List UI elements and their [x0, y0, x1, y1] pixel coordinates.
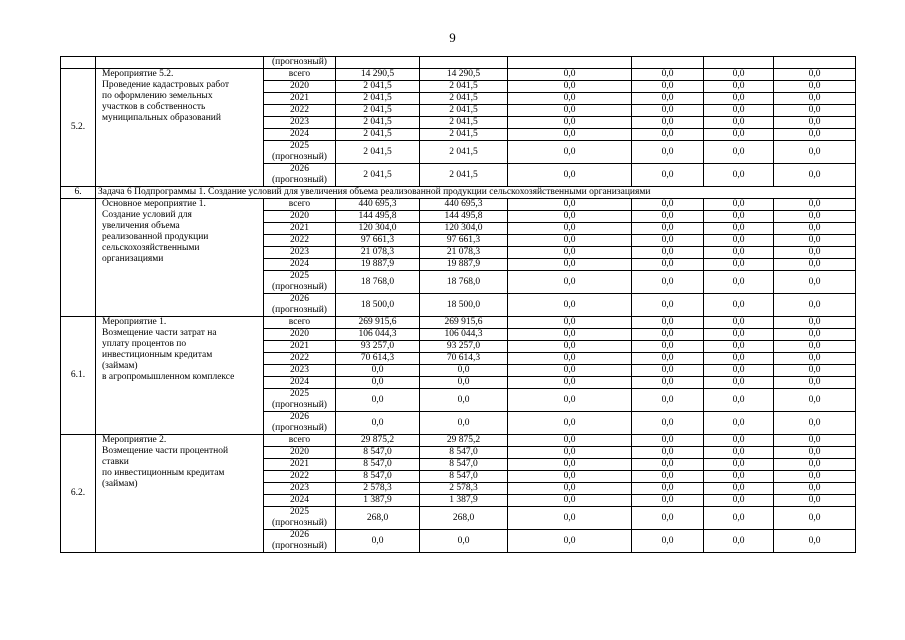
year-cell: 2024 [264, 129, 336, 141]
year-cell: 2022 [264, 235, 336, 247]
value-cell: 0,0 [632, 353, 704, 365]
value-cell: 0,0 [704, 530, 774, 553]
value-cell: 0,0 [508, 530, 632, 553]
value-cell: 0,0 [704, 329, 774, 341]
value-cell [704, 57, 774, 69]
value-cell: 8 547,0 [336, 447, 420, 459]
value-cell: 0,0 [632, 365, 704, 377]
value-cell: 0,0 [508, 69, 632, 81]
value-cell: 440 695,3 [336, 199, 420, 211]
value-cell: 0,0 [420, 389, 508, 412]
value-cell: 0,0 [508, 471, 632, 483]
value-cell: 0,0 [508, 164, 632, 187]
year-cell: 2024 [264, 259, 336, 271]
value-cell: 0,0 [632, 105, 704, 117]
value-cell: 0,0 [704, 117, 774, 129]
value-cell: 0,0 [508, 117, 632, 129]
value-cell: 0,0 [704, 317, 774, 329]
value-cell: 2 041,5 [336, 81, 420, 93]
year-cell: 2020 [264, 211, 336, 223]
value-cell: 0,0 [774, 459, 856, 471]
value-cell: 2 041,5 [336, 164, 420, 187]
value-cell: 0,0 [632, 435, 704, 447]
task-number-cell: 6. [61, 187, 96, 199]
value-cell: 0,0 [704, 271, 774, 294]
value-cell: 0,0 [508, 199, 632, 211]
row-number-cell [61, 57, 96, 69]
value-cell: 0,0 [704, 223, 774, 235]
value-cell: 70 614,3 [420, 353, 508, 365]
value-cell: 0,0 [508, 435, 632, 447]
year-cell: 2025 (прогнозный) [264, 141, 336, 164]
value-cell: 0,0 [774, 164, 856, 187]
value-cell: 0,0 [774, 81, 856, 93]
year-cell: 2021 [264, 93, 336, 105]
value-cell: 0,0 [508, 223, 632, 235]
row-name-cell [96, 57, 264, 69]
value-cell: 0,0 [632, 93, 704, 105]
value-cell: 0,0 [774, 129, 856, 141]
value-cell: 0,0 [632, 223, 704, 235]
value-cell: 0,0 [632, 377, 704, 389]
value-cell: 0,0 [336, 389, 420, 412]
year-cell: 2021 [264, 223, 336, 235]
value-cell: 0,0 [704, 483, 774, 495]
value-cell: 2 041,5 [420, 81, 508, 93]
year-cell: 2022 [264, 471, 336, 483]
value-cell: 0,0 [508, 365, 632, 377]
value-cell: 0,0 [632, 141, 704, 164]
value-cell: 0,0 [704, 211, 774, 223]
value-cell: 0,0 [774, 507, 856, 530]
value-cell: 106 044,3 [336, 329, 420, 341]
value-cell: 440 695,3 [420, 199, 508, 211]
year-cell: 2023 [264, 483, 336, 495]
value-cell: 0,0 [774, 141, 856, 164]
value-cell: 268,0 [420, 507, 508, 530]
value-cell: 0,0 [704, 353, 774, 365]
year-cell: 2025 (прогнозный) [264, 507, 336, 530]
year-cell: 2024 [264, 377, 336, 389]
value-cell: 0,0 [704, 105, 774, 117]
year-cell: 2020 [264, 81, 336, 93]
value-cell [336, 57, 420, 69]
value-cell: 0,0 [336, 377, 420, 389]
year-cell: 2024 [264, 495, 336, 507]
value-cell: 0,0 [508, 507, 632, 530]
value-cell: 0,0 [632, 483, 704, 495]
value-cell: 0,0 [704, 471, 774, 483]
year-cell: 2026 (прогнозный) [264, 294, 336, 317]
value-cell: 0,0 [774, 211, 856, 223]
value-cell: 0,0 [508, 459, 632, 471]
value-cell: 0,0 [704, 93, 774, 105]
value-cell: 0,0 [508, 294, 632, 317]
year-cell: 2021 [264, 341, 336, 353]
year-cell: 2021 [264, 459, 336, 471]
value-cell: 0,0 [774, 483, 856, 495]
row-number-cell: 6.2. [61, 435, 96, 553]
value-cell: 0,0 [508, 105, 632, 117]
value-cell: 93 257,0 [420, 341, 508, 353]
value-cell: 0,0 [704, 141, 774, 164]
value-cell: 0,0 [774, 365, 856, 377]
value-cell: 0,0 [632, 530, 704, 553]
table-row [61, 435, 856, 447]
value-cell [508, 57, 632, 69]
value-cell: 0,0 [508, 129, 632, 141]
value-cell: 8 547,0 [420, 471, 508, 483]
value-cell: 0,0 [704, 259, 774, 271]
value-cell: 2 041,5 [336, 105, 420, 117]
value-cell: 0,0 [704, 389, 774, 412]
year-cell: всего [264, 199, 336, 211]
value-cell: 0,0 [632, 247, 704, 259]
row-number-cell [61, 199, 96, 317]
value-cell: 0,0 [632, 389, 704, 412]
value-cell: 0,0 [508, 495, 632, 507]
value-cell: 2 041,5 [336, 117, 420, 129]
budget-table [60, 56, 856, 553]
year-cell: 2020 [264, 329, 336, 341]
page-number: 9 [449, 30, 456, 45]
value-cell: 18 768,0 [420, 271, 508, 294]
year-cell: 2026 (прогнозный) [264, 530, 336, 553]
value-cell: 0,0 [774, 377, 856, 389]
value-cell: 0,0 [632, 471, 704, 483]
value-cell: 97 661,3 [420, 235, 508, 247]
value-cell: 0,0 [632, 329, 704, 341]
value-cell: 0,0 [632, 129, 704, 141]
value-cell: 0,0 [774, 353, 856, 365]
value-cell: 0,0 [774, 235, 856, 247]
value-cell: 0,0 [704, 81, 774, 93]
value-cell: 2 041,5 [336, 129, 420, 141]
year-cell: 2025 (прогнозный) [264, 389, 336, 412]
value-cell: 0,0 [508, 247, 632, 259]
value-cell: 0,0 [632, 199, 704, 211]
row-name-cell: Основное мероприятие 1. Создание условий для увеличения объема реализованной продукции сельскохозяйственными организациями [96, 199, 264, 317]
value-cell: 0,0 [508, 353, 632, 365]
year-cell: 2023 [264, 365, 336, 377]
value-cell: 0,0 [336, 530, 420, 553]
table-row [61, 69, 856, 81]
value-cell: 0,0 [508, 412, 632, 435]
value-cell: 0,0 [336, 365, 420, 377]
value-cell: 0,0 [632, 317, 704, 329]
value-cell: 0,0 [632, 211, 704, 223]
row-number-cell: 5.2. [61, 69, 96, 187]
value-cell: 120 304,0 [336, 223, 420, 235]
value-cell: 0,0 [508, 447, 632, 459]
value-cell: 0,0 [774, 412, 856, 435]
value-cell: 2 041,5 [420, 117, 508, 129]
value-cell: 0,0 [632, 117, 704, 129]
value-cell: 18 768,0 [336, 271, 420, 294]
value-cell: 0,0 [774, 389, 856, 412]
value-cell [632, 57, 704, 69]
task-row [61, 187, 856, 199]
value-cell: 0,0 [774, 199, 856, 211]
value-cell: 0,0 [704, 294, 774, 317]
value-cell: 70 614,3 [336, 353, 420, 365]
value-cell: 2 041,5 [420, 93, 508, 105]
value-cell: 2 041,5 [420, 164, 508, 187]
table-row [61, 317, 856, 329]
value-cell: 0,0 [508, 235, 632, 247]
value-cell: 93 257,0 [336, 341, 420, 353]
value-cell: 0,0 [774, 223, 856, 235]
value-cell: 0,0 [704, 164, 774, 187]
value-cell: 97 661,3 [336, 235, 420, 247]
value-cell: 0,0 [774, 93, 856, 105]
value-cell: 144 495,8 [336, 211, 420, 223]
value-cell: 0,0 [508, 271, 632, 294]
value-cell: 0,0 [774, 329, 856, 341]
value-cell: 2 041,5 [336, 93, 420, 105]
value-cell: 19 887,9 [420, 259, 508, 271]
value-cell: 0,0 [774, 294, 856, 317]
value-cell: 0,0 [420, 377, 508, 389]
value-cell: 0,0 [508, 93, 632, 105]
value-cell: 0,0 [704, 435, 774, 447]
value-cell: 0,0 [774, 530, 856, 553]
value-cell: 0,0 [508, 389, 632, 412]
value-cell: 0,0 [632, 81, 704, 93]
value-cell: 0,0 [508, 141, 632, 164]
value-cell: 0,0 [774, 471, 856, 483]
value-cell: 0,0 [704, 495, 774, 507]
table-body [61, 57, 856, 553]
year-cell: 2022 [264, 353, 336, 365]
value-cell: 0,0 [508, 317, 632, 329]
value-cell: 18 500,0 [336, 294, 420, 317]
value-cell: 14 290,5 [420, 69, 508, 81]
value-cell: 268,0 [336, 507, 420, 530]
value-cell: 0,0 [508, 259, 632, 271]
value-cell: 0,0 [632, 447, 704, 459]
year-cell: 2026 (прогнозный) [264, 412, 336, 435]
value-cell: 106 044,3 [420, 329, 508, 341]
value-cell: 8 547,0 [336, 459, 420, 471]
value-cell: 0,0 [508, 341, 632, 353]
table-row [61, 57, 856, 69]
value-cell: 0,0 [774, 117, 856, 129]
value-cell: 0,0 [632, 459, 704, 471]
row-name-cell: Мероприятие 1. Возмещение части затрат на уплату процентов по инвестиционным кредитам (займам) в агропромышленном комплексе [96, 317, 264, 435]
value-cell: 0,0 [508, 329, 632, 341]
value-cell: 0,0 [774, 247, 856, 259]
value-cell: 19 887,9 [336, 259, 420, 271]
value-cell: 0,0 [704, 341, 774, 353]
value-cell: 120 304,0 [420, 223, 508, 235]
value-cell: 0,0 [632, 294, 704, 317]
value-cell: 269 915,6 [336, 317, 420, 329]
value-cell: 0,0 [774, 341, 856, 353]
value-cell: 18 500,0 [420, 294, 508, 317]
year-cell: 2026 (прогнозный) [264, 164, 336, 187]
row-name-cell: Мероприятие 2. Возмещение части процентной ставки по инвестиционным кредитам (займам) [96, 435, 264, 553]
value-cell: 0,0 [632, 495, 704, 507]
value-cell: 0,0 [508, 377, 632, 389]
value-cell: 0,0 [632, 164, 704, 187]
year-cell: (прогнозный) [264, 57, 336, 69]
value-cell: 0,0 [704, 377, 774, 389]
value-cell: 0,0 [632, 271, 704, 294]
year-cell: 2025 (прогнозный) [264, 271, 336, 294]
value-cell: 0,0 [420, 412, 508, 435]
value-cell: 14 290,5 [336, 69, 420, 81]
value-cell: 0,0 [774, 317, 856, 329]
value-cell: 2 041,5 [420, 141, 508, 164]
value-cell: 1 387,9 [420, 495, 508, 507]
year-cell: 2023 [264, 117, 336, 129]
value-cell: 0,0 [774, 259, 856, 271]
value-cell [774, 57, 856, 69]
value-cell: 2 578,3 [336, 483, 420, 495]
value-cell: 2 041,5 [420, 105, 508, 117]
value-cell: 1 387,9 [336, 495, 420, 507]
year-cell: 2022 [264, 105, 336, 117]
value-cell: 0,0 [704, 507, 774, 530]
value-cell: 0,0 [336, 412, 420, 435]
value-cell: 0,0 [632, 259, 704, 271]
value-cell: 8 547,0 [420, 447, 508, 459]
value-cell: 0,0 [704, 69, 774, 81]
value-cell: 144 495,8 [420, 211, 508, 223]
value-cell: 0,0 [774, 435, 856, 447]
value-cell: 0,0 [508, 81, 632, 93]
year-cell: всего [264, 317, 336, 329]
value-cell: 0,0 [632, 412, 704, 435]
value-cell: 2 578,3 [420, 483, 508, 495]
value-cell: 0,0 [774, 69, 856, 81]
value-cell: 0,0 [632, 235, 704, 247]
value-cell: 0,0 [420, 530, 508, 553]
value-cell: 0,0 [632, 507, 704, 530]
value-cell: 8 547,0 [420, 459, 508, 471]
value-cell: 0,0 [774, 447, 856, 459]
value-cell: 29 875,2 [420, 435, 508, 447]
value-cell: 0,0 [774, 495, 856, 507]
year-cell: 2023 [264, 247, 336, 259]
value-cell: 0,0 [704, 247, 774, 259]
value-cell: 21 078,3 [420, 247, 508, 259]
value-cell: 0,0 [704, 459, 774, 471]
value-cell: 0,0 [704, 447, 774, 459]
value-cell: 0,0 [704, 129, 774, 141]
value-cell: 0,0 [508, 483, 632, 495]
value-cell: 0,0 [704, 365, 774, 377]
row-name-cell: Мероприятие 5.2. Проведение кадастровых работ по оформлению земельных участков в собственность муниципальных образований [96, 69, 264, 187]
value-cell: 269 915,6 [420, 317, 508, 329]
year-cell: всего [264, 69, 336, 81]
value-cell: 0,0 [632, 69, 704, 81]
task-text-cell: Задача 6 Подпрограммы 1. Создание условий для увеличения объема реализованной продукции сельскохозяйственными организациями [96, 187, 856, 199]
value-cell: 0,0 [774, 271, 856, 294]
value-cell: 29 875,2 [336, 435, 420, 447]
year-cell: 2020 [264, 447, 336, 459]
value-cell: 0,0 [704, 235, 774, 247]
value-cell [420, 57, 508, 69]
value-cell: 0,0 [508, 211, 632, 223]
value-cell: 0,0 [774, 105, 856, 117]
value-cell: 2 041,5 [336, 141, 420, 164]
value-cell: 0,0 [632, 341, 704, 353]
table-row [61, 199, 856, 211]
value-cell: 0,0 [420, 365, 508, 377]
value-cell: 21 078,3 [336, 247, 420, 259]
row-number-cell: 6.1. [61, 317, 96, 435]
value-cell: 8 547,0 [336, 471, 420, 483]
value-cell: 0,0 [704, 412, 774, 435]
value-cell: 0,0 [704, 199, 774, 211]
value-cell: 2 041,5 [420, 129, 508, 141]
year-cell: всего [264, 435, 336, 447]
